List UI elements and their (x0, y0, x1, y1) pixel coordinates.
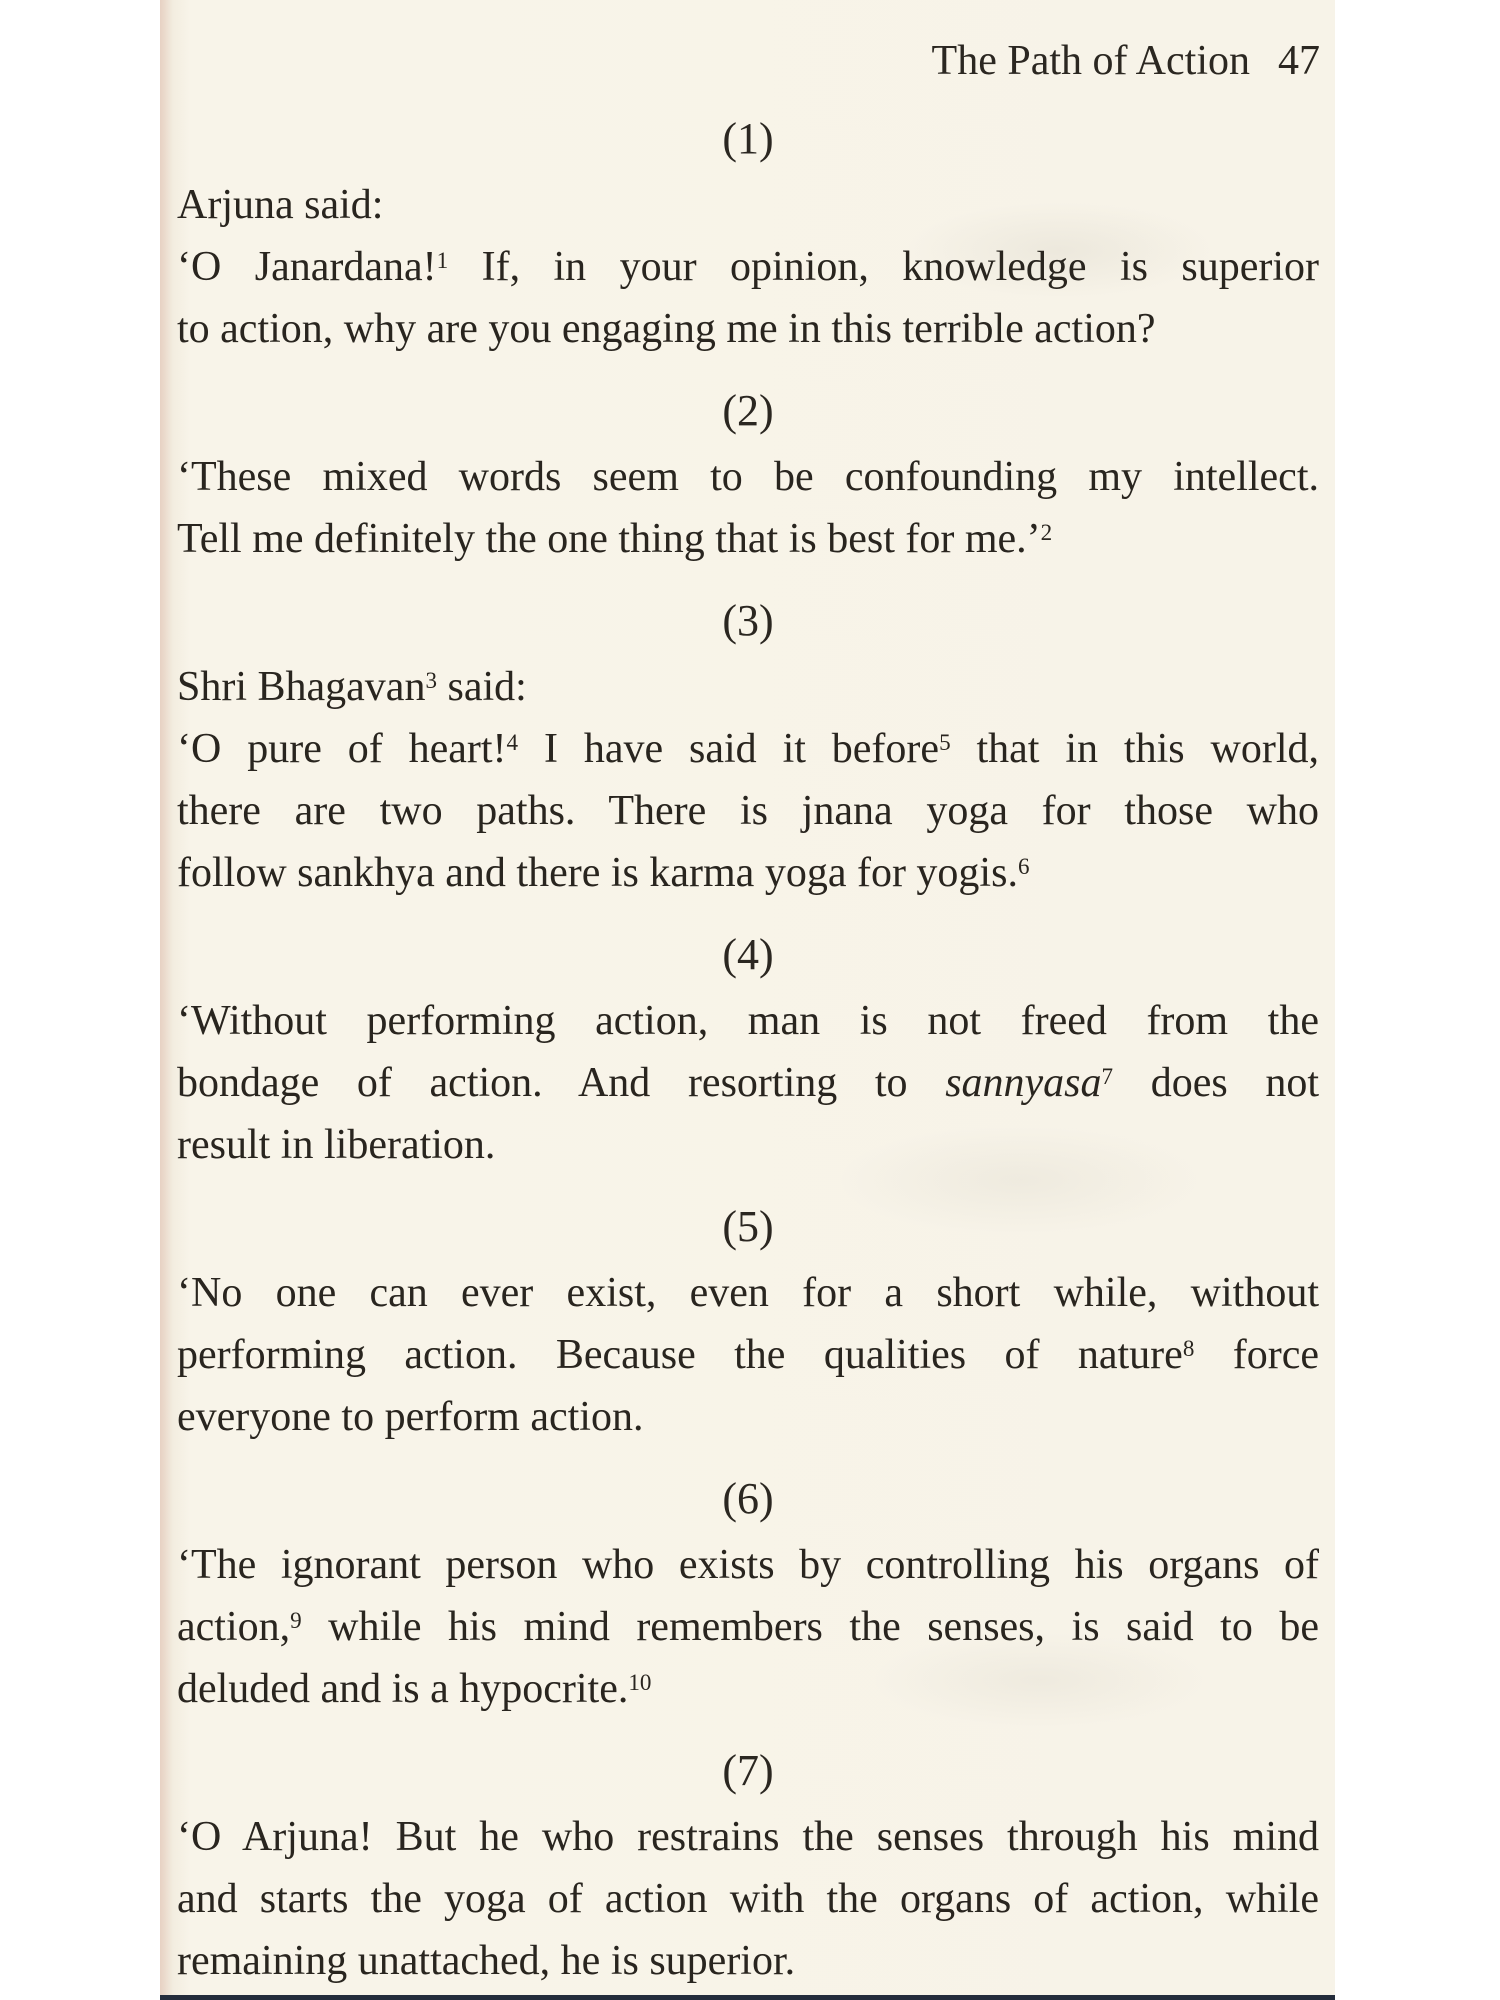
footnote-marker: 7 (1101, 1063, 1114, 1090)
text-run: ‘The ignorant person who exists by controlling his organs of (177, 1542, 1319, 1588)
footnote-marker: 5 (939, 729, 951, 756)
text-run: I have said it before (518, 726, 940, 772)
text-run: ‘O Arjuna! But he who restrains the senses through his mind (177, 1814, 1319, 1860)
verse-line (177, 174, 1319, 236)
text-run: said: (437, 664, 527, 710)
footnote-marker: 1 (436, 247, 449, 274)
text-run: Shri Bhagavan (177, 664, 426, 710)
verse-number: (7) (722, 1746, 774, 1795)
text-run: that in this world, (950, 726, 1319, 772)
text-run: Arjuna said: (177, 182, 384, 228)
verse-number: (2) (722, 386, 774, 435)
text-run: remaining unattached, he is superior. (177, 1938, 796, 1984)
text-run: does not (1113, 1060, 1320, 1106)
text-run: result in liberation. (177, 1122, 496, 1168)
footnote-marker: 2 (1040, 519, 1053, 546)
text-run: ‘These mixed words seem to be confounding my intellect. (177, 454, 1319, 500)
verse-line (177, 1114, 1319, 1176)
verse-line (177, 1868, 1319, 1930)
text-run: force (1194, 1332, 1319, 1378)
text-run: If, in your opinion, knowledge is superior (448, 244, 1320, 290)
text-run: there are two paths. There is jnana yoga for those who (177, 788, 1319, 834)
verse-number: (6) (722, 1474, 774, 1523)
verse-line (177, 656, 1319, 718)
verse-line (177, 298, 1319, 360)
text-run: performing action. Because the qualities of nature (177, 1332, 1183, 1378)
text-run: ‘Without performing action, man is not freed from the (177, 998, 1319, 1044)
verse-line (177, 508, 1319, 570)
text-run: everyone to perform action. (177, 1394, 644, 1440)
text-run: and starts the yoga of action with the organs of action, while (177, 1876, 1319, 1922)
footnote-marker: 3 (425, 667, 437, 694)
footnote-marker: 8 (1182, 1335, 1195, 1362)
verse-line (177, 1596, 1319, 1658)
verse-line (177, 990, 1319, 1052)
text-run: action, (177, 1604, 291, 1650)
book-page (160, 0, 1335, 2000)
verse-line (177, 1806, 1319, 1868)
text-run: deluded and is a hypocrite. (177, 1666, 629, 1712)
footnote-marker: 6 (1017, 853, 1030, 880)
verse-line (177, 1324, 1319, 1386)
verse-line (177, 1052, 1319, 1114)
text-run: ‘No one can ever exist, even for a short while, without (177, 1270, 1319, 1316)
verse-line (177, 1534, 1319, 1596)
text-run: sannyasa (945, 1060, 1102, 1106)
verse-number: (3) (722, 596, 774, 645)
footnote-marker: 9 (290, 1607, 302, 1634)
verse-line (177, 1386, 1319, 1448)
verse-number: (4) (722, 930, 774, 979)
verse-line (177, 236, 1319, 298)
verse-line (177, 718, 1319, 780)
verse-line (177, 1658, 1319, 1720)
verse-line (177, 1930, 1319, 1992)
chapter-title: The Path of Action (931, 38, 1250, 84)
scan-bottom-edge (160, 1995, 1335, 2000)
text-run: ‘O Janardana! (177, 244, 437, 290)
verse-line (177, 1262, 1319, 1324)
footnote-marker: 4 (506, 729, 519, 756)
text-run: follow sankhya and there is karma yoga for yogis. (177, 850, 1018, 896)
verse-number: (1) (722, 114, 774, 163)
text-run: bondage of action. And resorting to (177, 1060, 946, 1106)
running-header (160, 34, 1335, 88)
verses-container (160, 110, 1335, 1992)
text-run: while his mind remembers the senses, is said to be (301, 1604, 1319, 1650)
verse-line (177, 780, 1319, 842)
text-run: Tell me definitely the one thing that is best for me.’ (177, 516, 1041, 562)
verse-number: (5) (722, 1202, 774, 1251)
verse-line (177, 842, 1319, 904)
text-run: ‘O pure of heart! (177, 726, 507, 772)
footnote-marker: 10 (628, 1669, 652, 1696)
verse-line (177, 446, 1319, 508)
page-number: 47 (1278, 38, 1320, 84)
text-run: to action, why are you engaging me in this terrible action? (177, 306, 1156, 352)
